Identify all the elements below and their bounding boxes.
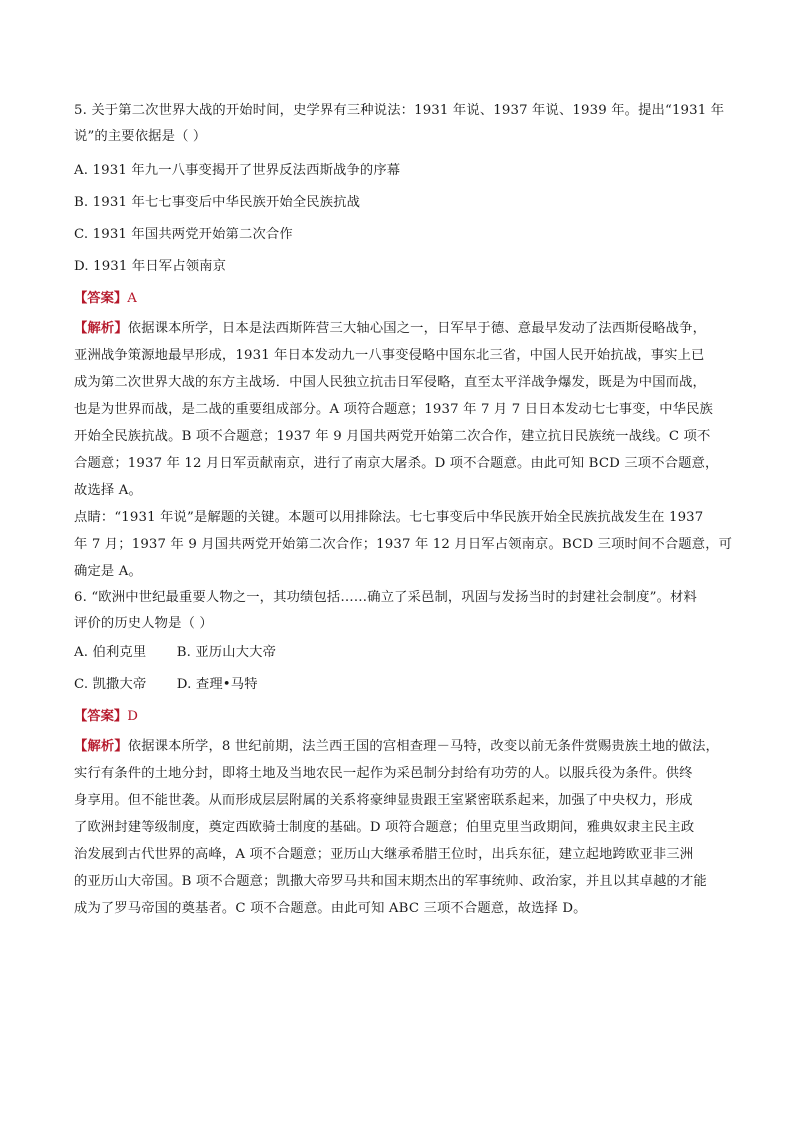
question-5-tip <box>74 504 733 585</box>
question-5-options <box>74 155 726 283</box>
option-d: D. 查理•马特 <box>176 677 258 692</box>
question-6 <box>74 585 726 637</box>
analysis-line: 成为第二次世界大战的东方主战场．中国人民独立抗击日军侵略，直至太平洋战争爆发，既是为中国而战， <box>74 375 707 390</box>
tip-line: 点睛：“1931 年说”是解题的关键。本题可以用排除法。七七事变后中华民族开始全民族抗战发生在 1937 <box>74 510 704 525</box>
option-a: A. 1931 年九一八事变揭开了世界反法西斯战争的序幕 <box>74 163 401 178</box>
option-c: C. 1931 年国共两党开始第二次合作 <box>74 227 293 242</box>
analysis-line: 实行有条件的土地分封，即将土地及当地农民一起作为采邑制分封给有功劳的人。以服兵役为条件。供终 <box>74 766 693 781</box>
question-5-analysis <box>74 315 726 504</box>
analysis-label: 【解析】 <box>74 321 128 336</box>
question-6-analysis <box>74 733 726 922</box>
answer-value: D <box>127 709 138 724</box>
analysis-line: 合题意；1937 年 12 月日军贡献南京，进行了南京大屠杀。D 项不合题意。由此可知 BCD 三项不合题意， <box>74 456 719 471</box>
analysis-line: 了欧洲封建等级制度，奠定西欧骑士制度的基础。D 项符合题意；伯里克里当政期间，雅典奴隶主民主政 <box>74 820 695 835</box>
question-6-stem-line: 6. “欧洲中世纪最重要人物之一，其功绩包括……确立了采邑制，巩固与发扬当时的封建社会制度”。材料 <box>74 590 697 605</box>
analysis-line: 的亚历山大帝国。B 项不合题意；凯撒大帝罗马共和国末期杰出的军事统帅、政治家，并且以其卓越的才能 <box>74 874 707 889</box>
tip-line: 年 7 月；1937 年 9 月国共两党开始第二次合作；1937 年 12 月日军占领南京。BCD 三项时间不合题意，可 <box>74 537 733 552</box>
analysis-line: 身享用。但不能世袭。从而形成层层附属的关系将豪绅显贵跟王室紧密联系起来，加强了中央权力，形成 <box>74 793 693 808</box>
answer-label: 【答案】 <box>74 291 128 306</box>
question-5-stem-line: 说”的主要依据是（ ） <box>74 129 207 144</box>
option-a: A. 伯利克里 <box>74 645 147 660</box>
option-c: C. 凯撒大帝 <box>74 677 147 692</box>
analysis-line: 故选择 A。 <box>74 483 142 498</box>
question-5-stem-line: 5. 关于第二次世界大战的开始时间，史学界有三种说法：1931 年说、1937 年说、1939 年。提出“1931 年 <box>74 103 725 118</box>
analysis-line: 开始全民族抗战。B 项不合题意；1937 年 9 月国共两党开始第二次合作，建立抗日民族统一战线。C 项不 <box>74 429 711 444</box>
options-row <box>74 637 726 669</box>
options-row <box>74 669 726 701</box>
answer-value: A <box>127 291 137 306</box>
question-6-stem-line: 评价的历史人物是（ ） <box>74 616 213 631</box>
analysis-line: 治发展到古代世界的高峰，A 项不合题意；亚历山大继承希腊王位时，出兵东征，建立起地跨欧亚非三洲 <box>74 847 694 862</box>
analysis-line: 【解析】依据课本所学，8 世纪前期，法兰西王国的宫相查理－马特，改变以前无条件赏赐贵族土地的做法， <box>74 739 719 754</box>
question-6-options <box>74 637 726 701</box>
tip-line: 确定是 A。 <box>74 564 142 579</box>
option-b: B. 1931 年七七事变后中华民族开始全民族抗战 <box>74 195 361 210</box>
question-6-answer <box>74 701 726 733</box>
question-5-answer <box>74 283 726 315</box>
analysis-line: 【解析】依据课本所学，日本是法西斯阵营三大轴心国之一，日军早于德、意最早发动了法西斯侵略战争， <box>74 321 707 336</box>
analysis-line: 也是为世界而战，是二战的重要组成部分。A 项符合题意；1937 年 7 月 7 日日本发动七七事变，中华民族 <box>74 402 713 417</box>
option-b: B. 亚历山大大帝 <box>176 645 277 660</box>
option-d: D. 1931 年日军占领南京 <box>74 259 227 274</box>
analysis-label: 【解析】 <box>74 739 128 754</box>
analysis-line: 成为了罗马帝国的奠基者。C 项不合题意。由此可知 ABC 三项不合题意，故选择 D。 <box>74 901 587 916</box>
analysis-line: 亚洲战争策源地最早形成，1931 年日本发动九一八事变侵略中国东北三省，中国人民开始抗战，事实上已 <box>74 348 705 363</box>
answer-label: 【答案】 <box>74 709 128 724</box>
question-5 <box>74 98 726 150</box>
